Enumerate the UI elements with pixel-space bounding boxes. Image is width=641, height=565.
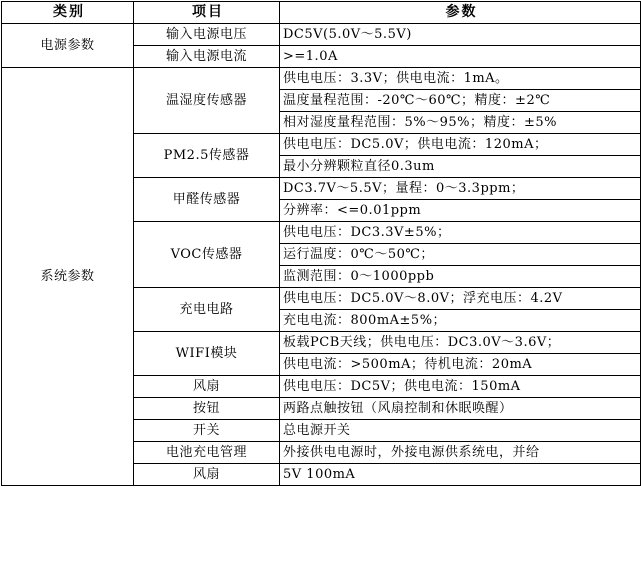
param-cell: 供电电压：DC5.0V～8.0V；浮充电压：4.2V: [280, 288, 641, 310]
item-battery-mgmt: 电池充电管理: [134, 442, 280, 464]
item-buttons: 按钮: [134, 398, 280, 420]
item-th-sensor: 温湿度传感器: [134, 68, 280, 134]
param-cell: 板载PCB天线；供电电压：DC3.0V～3.6V；: [280, 332, 641, 354]
item-fan: 风扇: [134, 376, 280, 398]
table-row: [2, 24, 641, 46]
header-category: 类别: [2, 2, 134, 24]
param-cell: 5V 100mA: [280, 464, 641, 486]
param-cell: 相对湿度量程范围：5%～95%；精度：±5%: [280, 112, 641, 134]
param-cell: 供电电流：>500mA；待机电流：20mA: [280, 354, 641, 376]
param-input-voltage: DC5V(5.0V～5.5V): [280, 24, 641, 46]
param-cell: 最小分辨颗粒直径0.3um: [280, 156, 641, 178]
param-cell: 分辨率：<=0.01ppm: [280, 200, 641, 222]
param-cell: 运行温度：0℃～50℃；: [280, 244, 641, 266]
header-params: 参数: [280, 2, 641, 24]
param-cell: 供电电压：DC5.0V；供电电流：120mA；: [280, 134, 641, 156]
item-charge-circuit: 充电电路: [134, 288, 280, 332]
param-cell: 充电电流：800mA±5%；: [280, 310, 641, 332]
table-row: [2, 68, 641, 90]
header-row: [2, 2, 641, 24]
item-switch: 开关: [134, 420, 280, 442]
item-input-voltage: 输入电源电压: [134, 24, 280, 46]
param-cell: DC3.7V～5.5V；量程：0～3.3ppm；: [280, 178, 641, 200]
category-power: 电源参数: [2, 24, 134, 68]
param-input-current: >=1.0A: [280, 46, 641, 68]
spec-table: [1, 1, 641, 486]
item-fan-2: 风扇: [134, 464, 280, 486]
param-cell: 供电电压：DC5V；供电电流：150mA: [280, 376, 641, 398]
item-input-current: 输入电源电流: [134, 46, 280, 68]
category-system: 系统参数: [2, 68, 134, 486]
param-cell: 供电电压：3.3V；供电电流：1mA。: [280, 68, 641, 90]
param-cell: 温度量程范围：-20℃～60℃；精度：±2℃: [280, 90, 641, 112]
param-cell: 总电源开关: [280, 420, 641, 442]
param-cell: 监测范围：0～1000ppb: [280, 266, 641, 288]
header-item: 项目: [134, 2, 280, 24]
param-cell: 供电电压：DC3.3V±5%；: [280, 222, 641, 244]
item-voc-sensor: VOC传感器: [134, 222, 280, 288]
param-cell: 两路点触按钮（风扇控制和休眠唤醒）: [280, 398, 641, 420]
item-hcho-sensor: 甲醛传感器: [134, 178, 280, 222]
param-cell: 外接供电电源时，外接电源供系统电，并给: [280, 442, 641, 464]
item-wifi-module: WIFI模块: [134, 332, 280, 376]
item-pm-sensor: PM2.5传感器: [134, 134, 280, 178]
